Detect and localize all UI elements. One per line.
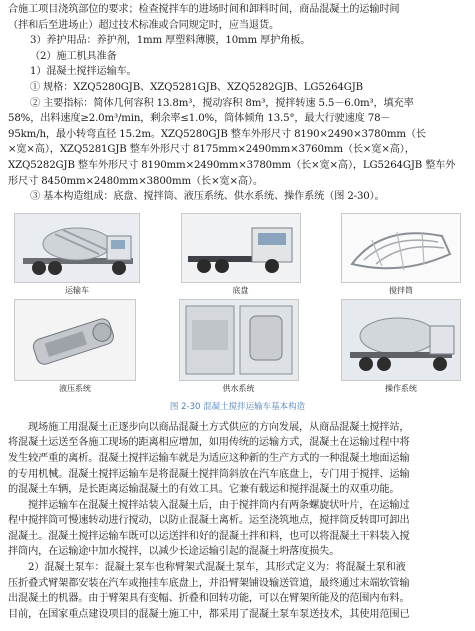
figure-label: 液压系统 [59, 383, 91, 393]
hydraulic-system-image [14, 299, 136, 381]
figure-cell-hydraulic [14, 299, 136, 394]
chassis-image [181, 213, 301, 283]
figure-cell-truck [14, 213, 140, 296]
paragraph-line: 合施工项目浇筑部位的要求；检查搅拌车的进场时间和卸料时间，商品混凝土的运输时间 [8, 4, 400, 15]
paragraph-line: 拌筒内，在运输途中加水搅拌，以减少长途运输引起的混凝土坍落度损失。 [8, 546, 340, 558]
paragraph-line: 的专用机械。混凝土搅拌运输车是将混凝土搅拌筒斜放在汽车底盘上，专门用于搅拌、运输 [8, 468, 410, 480]
paragraph-line: 发生较严重的离析。混凝土搅拌运输车就是为适应这种新的生产方式的一种混凝土地面运输 [8, 452, 410, 464]
figure-label: 搅拌筒 [389, 285, 413, 295]
figure-label: 操作系统 [385, 383, 417, 393]
paragraph-line: 混凝土。混凝土搅拌运输车既可以运送拌和好的混凝土拌和料，也可以将混凝土干料装入搅 [8, 530, 410, 542]
text-block-bottom [8, 420, 467, 623]
paragraph-line: 的混凝土车辆，是长距离运输混凝土的有效工具。它兼有载运和搅拌混凝土的双重功能。 [8, 484, 400, 496]
figure-cell-chassis [181, 213, 301, 296]
figure-cell-drum [341, 213, 461, 296]
paragraph-line: 2）混凝土泵车：混凝土泵车也称臂架式混凝土泵车，其形式定义为：将混凝土泵和液 [28, 562, 406, 574]
paragraph-line: ② 主要指标：简体几何容积 13.8m³，搅动容积 8m³，搅拌转速 5.5－6.0m³，填充率 [30, 97, 414, 109]
paragraph-line: 搅拌运输车在混凝土搅拌站装入混凝土后，由于搅拌筒内有两条螺旋状叶片，在运输过 [28, 499, 410, 511]
paragraph-line: 程中搅拌筒可慢速转动进行搅动，以防止混凝土离析。运至浇筑地点，搅拌筒反转即可卸出 [8, 515, 410, 527]
paragraph-line: 3）养护用品：养护剂，1mm 厚塑料薄膜，10mm 厚护角板。 [30, 35, 311, 47]
figure-2-30 [8, 213, 467, 412]
figure-row-1 [8, 213, 467, 296]
paragraph-line: ×宽×高），XZQ5281GJB 整车外形尺寸 8175mm×2490mm×3760mm（长×宽×高）， [8, 144, 415, 156]
figure-label: 运输车 [65, 285, 89, 295]
paragraph-line: 出混凝土的机器。由于臂架具有变幅、折叠和回转功能，可以在臂架所能及的范围内布料。 [8, 593, 410, 605]
figure-label: 供水系统 [222, 383, 255, 393]
mixer-truck-image [14, 213, 140, 283]
paragraph-line: 95km/h，最小转弯直径 15.2m。XZQ5280GJB 整车外形尺寸 8190×2490×3780mm（长 [8, 128, 426, 140]
paragraph-line: 58%，出料速度≥2.0m³/min，剩余率≤1.0%，筒体倾角 13.5°，最大行驶速度 78－ [8, 113, 391, 125]
figure-label: 底盘 [232, 285, 249, 295]
section-heading: （2）施工机具准备 [30, 50, 117, 62]
paragraph-line: 将混凝土运送至各施工现场的距离相应增加，如用传统的运输方式，混凝土在运输过程中将 [8, 437, 410, 449]
paragraph-line: 压折叠式臂架都安装在汽车或拖挂车底盘上，并沿臂架铺设输送管道，最终通过末端软管输 [8, 577, 410, 589]
water-supply-image [179, 299, 299, 381]
subsection-heading: 1）混凝土搅拌运输车。 [30, 66, 137, 78]
paragraph-line: （拌和后至进场止）超过技术标准或合同规定时，应当退货。 [8, 19, 280, 31]
figure-cell-water [179, 299, 299, 394]
paragraph-line: 现场施工用混凝土正逐步向以商品混凝土方式供应的方向发展，从商品混凝土搅拌站， [28, 421, 410, 433]
paragraph-line: 目前，在国家重点建设项目的混凝土施工中，都采用了混凝土泵车泵送技术，其使用范围已 [8, 608, 410, 620]
operation-system-image [341, 299, 461, 381]
paragraph-line: ① 规格：XZQ5280GJB、XZQ5281GJB、XZQ5282GJB、LG5264GJB [30, 81, 363, 93]
paragraph-line: ③ 基本构造组成：底盘、搅拌筒、液压系统、供水系统、操作系统（图 2-30）。 [30, 191, 385, 203]
text-block-top [8, 2, 467, 205]
figure-caption: 图 2-30 混凝土搅拌运输车基本构造 [169, 401, 306, 412]
figure-row-2 [8, 299, 467, 394]
figure-cell-operation [341, 299, 461, 394]
mixing-drum-image [341, 213, 461, 283]
paragraph-line: XZQ5282GJB 整车外形尺寸 8190mm×2490mm×3780mm（长×宽×高），LG5264GJB 整车外 [8, 159, 456, 171]
paragraph-line: 形尺寸 8450mm×2480mm×3800mm（长×宽×高）。 [8, 175, 263, 187]
